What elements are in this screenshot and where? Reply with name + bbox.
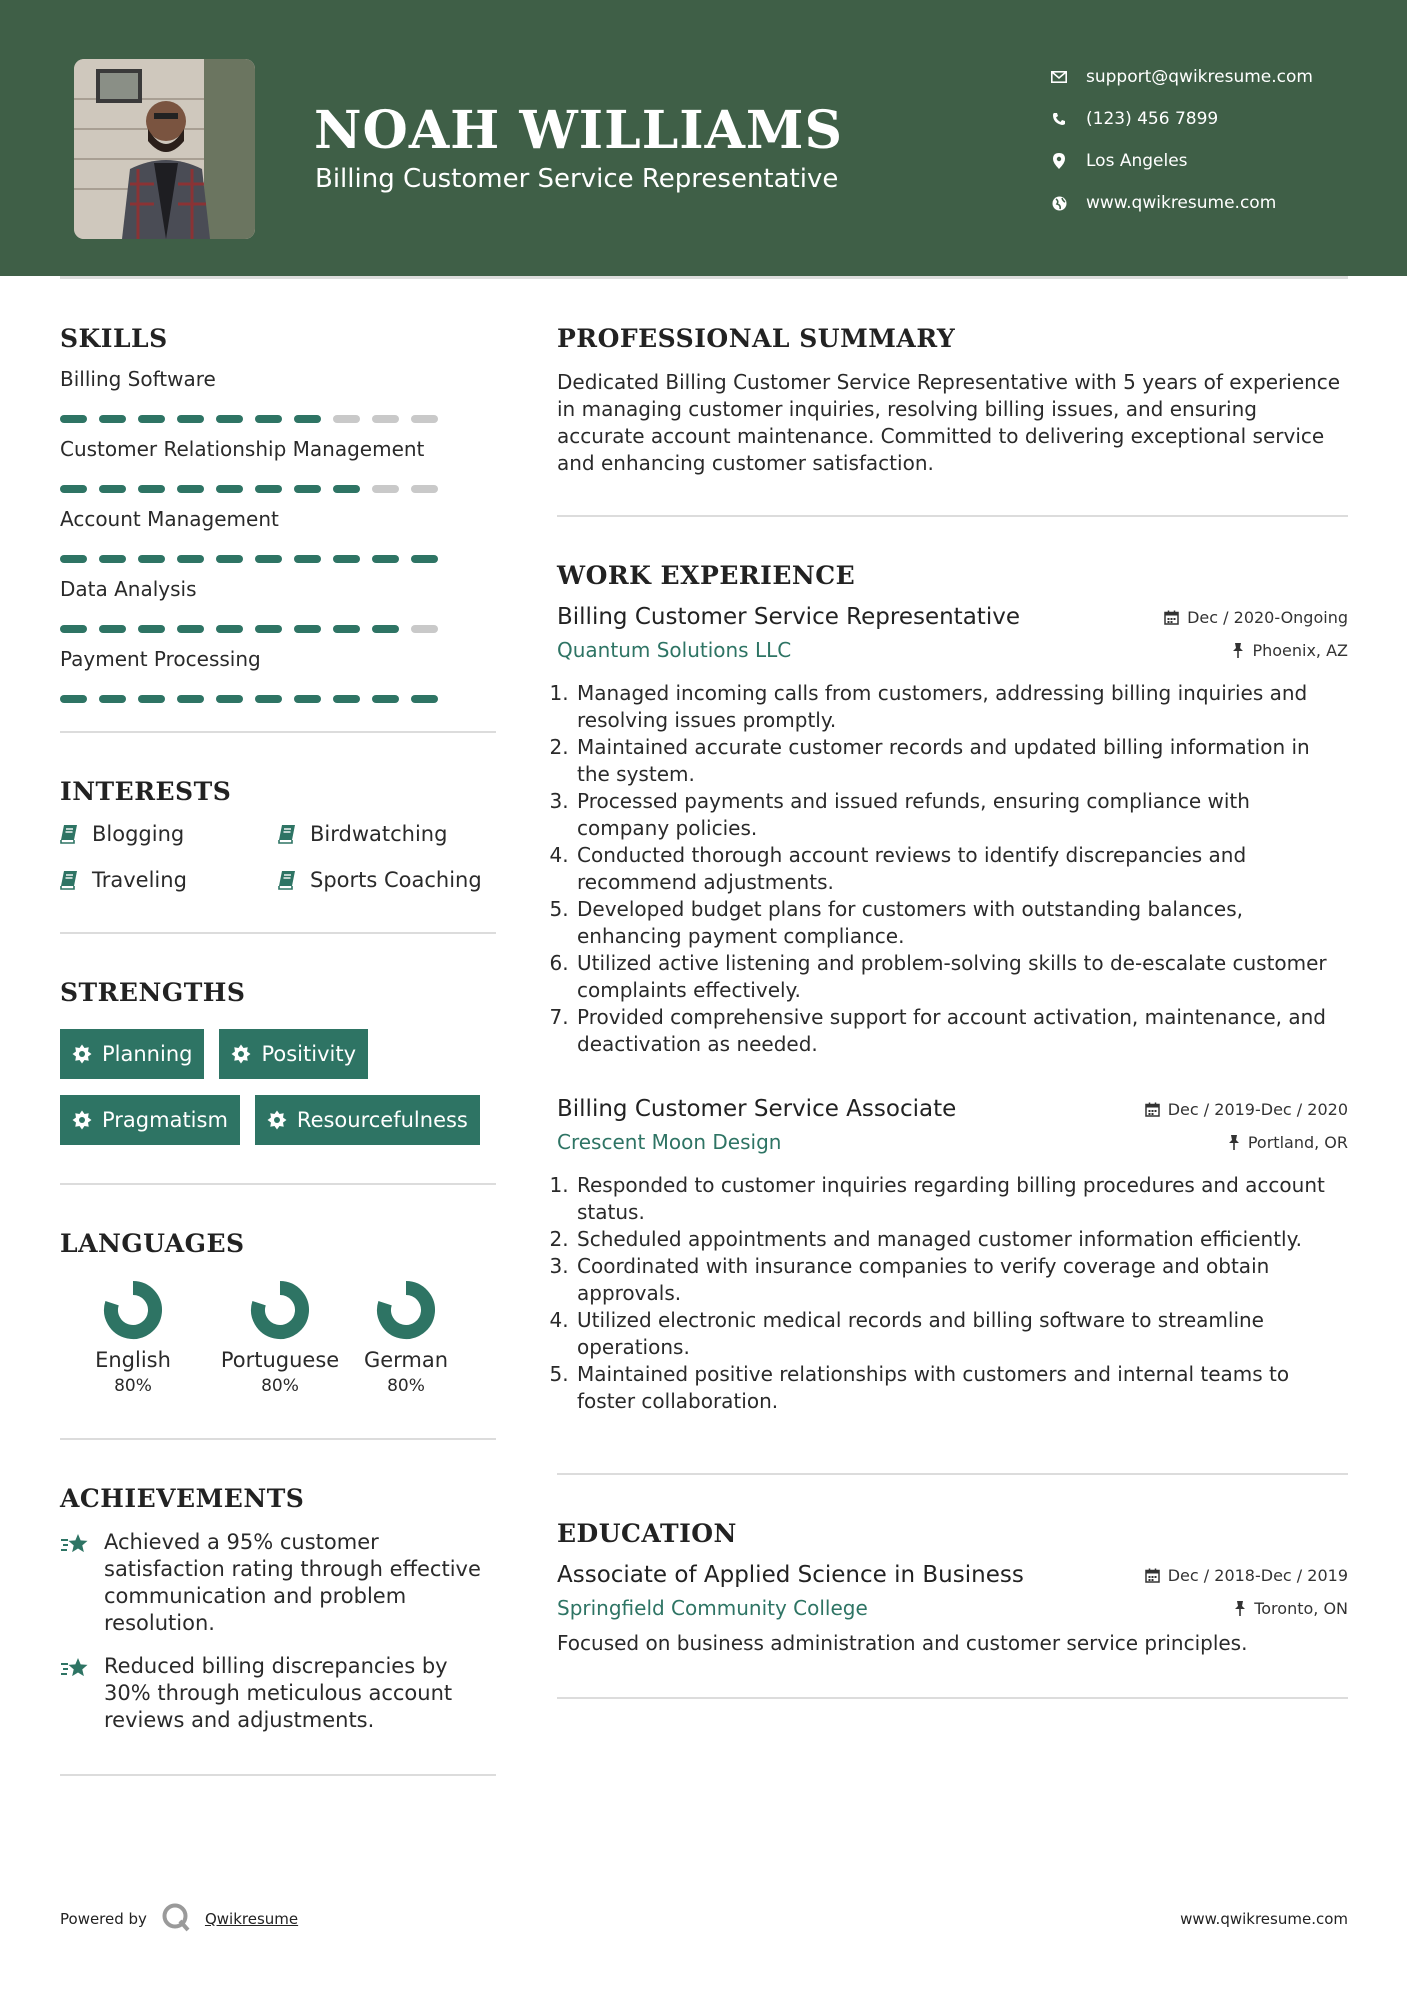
skill-level-dot <box>177 485 204 493</box>
page-footer <box>60 1902 1348 1936</box>
language-percent: 80% <box>387 1376 425 1396</box>
interest-label: Traveling <box>92 868 187 892</box>
strength-tag <box>219 1029 368 1079</box>
skill-level-dot <box>99 695 126 703</box>
skill-level-dot <box>294 485 321 493</box>
skill-level-dot <box>60 485 87 493</box>
language-item <box>206 1278 354 1396</box>
language-name: English <box>95 1348 171 1372</box>
experience-section <box>557 561 1348 1415</box>
badge-icon <box>267 1110 287 1130</box>
skill-level-dot <box>411 555 438 563</box>
summary-section <box>557 324 1348 477</box>
book-icon <box>60 870 78 890</box>
skill-level-dot <box>294 695 321 703</box>
skill-level-dot <box>333 695 360 703</box>
skill-level-dot <box>255 415 282 423</box>
skill-level-dot <box>333 415 360 423</box>
skill-level-bar <box>60 625 496 633</box>
interest-item <box>60 868 278 892</box>
interest-item <box>278 868 496 892</box>
contact-website-text: www.qwikresume.com <box>1086 193 1277 213</box>
job-dates <box>1164 608 1348 627</box>
education-heading: EDUCATION <box>557 1519 737 1548</box>
phone-icon <box>1050 110 1068 128</box>
contact-phone-text: (123) 456 7899 <box>1086 109 1219 129</box>
skill-level-dot <box>177 625 204 633</box>
strength-label: Positivity <box>261 1042 356 1066</box>
skill-level-dot <box>60 415 87 423</box>
skill-level-dot <box>372 415 399 423</box>
skill-level-dot <box>138 485 165 493</box>
language-percent: 80% <box>114 1376 152 1396</box>
skill-name: Payment Processing <box>60 647 261 671</box>
job-bullet: 3. Coordinated with insurance companies to verify coverage and obtain approvals. <box>575 1253 1348 1307</box>
strength-label: Pragmatism <box>102 1108 228 1132</box>
interest-label: Birdwatching <box>310 822 448 846</box>
job-bullet: 4. Utilized electronic medical records and billing software to streamline operations. <box>575 1307 1348 1361</box>
job-entry <box>557 604 1348 1058</box>
job-bullets <box>557 1172 1348 1415</box>
left-column <box>60 324 496 1776</box>
skill-level-dot <box>372 695 399 703</box>
achievement-item <box>60 1529 496 1637</box>
skill-level-dot <box>99 485 126 493</box>
education-location <box>1234 1599 1348 1618</box>
interest-label: Sports Coaching <box>310 868 482 892</box>
footer-website[interactable]: www.qwikresume.com <box>1180 1910 1348 1928</box>
achievement-text: Reduced billing discrepancies by 30% through meticulous account reviews and adjustments. <box>104 1654 453 1732</box>
job-bullet: 7. Provided comprehensive support for account activation, maintenance, and deactivation as needed. <box>575 1004 1348 1058</box>
strength-tag <box>60 1095 240 1145</box>
star-icon <box>60 1656 90 1680</box>
pushpin-icon <box>1234 1601 1246 1616</box>
job-title: Billing Customer Service Representative <box>557 604 1020 630</box>
strength-tag <box>255 1095 480 1145</box>
skills-section <box>60 324 496 703</box>
achievements-section <box>60 1484 496 1734</box>
interests-heading: INTERESTS <box>60 777 232 806</box>
language-name: German <box>363 1348 449 1372</box>
skill-level-dot <box>255 555 282 563</box>
skill-name: Billing Software <box>60 367 216 391</box>
skill-name: Customer Relationship Management <box>60 437 425 461</box>
strengths-section <box>60 978 496 1161</box>
interest-item <box>60 822 278 846</box>
strength-label: Resourcefulness <box>296 1108 468 1132</box>
badge-icon <box>231 1044 251 1064</box>
skills-list <box>60 367 496 703</box>
skill-level-dot <box>99 555 126 563</box>
skill-level-dot <box>333 485 360 493</box>
education-dates-text: Dec / 2018-Dec / 2019 <box>1167 1565 1348 1585</box>
skill-level-dot <box>60 555 87 563</box>
jobs-list <box>557 604 1348 1415</box>
pushpin-icon <box>1228 1135 1240 1150</box>
section-divider <box>60 1774 496 1776</box>
strengths-heading: STRENGTHS <box>60 978 246 1007</box>
language-name: Portuguese <box>220 1348 340 1372</box>
skill-name: Data Analysis <box>60 577 197 601</box>
job-dates <box>1145 1100 1348 1119</box>
job-location <box>1232 641 1348 660</box>
skill-level-dot <box>138 415 165 423</box>
envelope-icon <box>1050 68 1068 86</box>
section-divider <box>557 515 1348 517</box>
job-bullet: 2. Maintained accurate customer records and updated billing information in the system. <box>575 734 1348 788</box>
skill-level-bar <box>60 485 496 493</box>
interest-label: Blogging <box>92 822 185 846</box>
job-bullet: 1. Responded to customer inquiries regarding billing procedures and account status. <box>575 1172 1348 1226</box>
language-level-ring <box>101 1278 165 1342</box>
section-divider <box>60 932 496 934</box>
section-divider <box>60 1183 496 1185</box>
section-divider <box>60 1438 496 1440</box>
skill-level-dot <box>177 695 204 703</box>
skill-level-dot <box>60 625 87 633</box>
strength-label: Planning <box>102 1042 193 1066</box>
summary-text: Dedicated Billing Customer Service Representative with 5 years of experience in managing customer inquiries, resolving billing issues, and ensuring accurate account maintenance. Committed to delivering exceptional service and enhancing customer satisfaction. <box>557 370 1341 475</box>
job-bullet: 5. Developed budget plans for customers with outstanding balances, enhancing payment compliance. <box>575 896 1348 950</box>
job-location-text: Phoenix, AZ <box>1252 640 1348 660</box>
job-entry <box>557 1096 1348 1415</box>
skill-level-dot <box>138 625 165 633</box>
job-location-text: Portland, OR <box>1247 1132 1348 1152</box>
language-level-ring <box>248 1278 312 1342</box>
skill-level-dot <box>411 625 438 633</box>
achievements-list <box>60 1529 496 1734</box>
job-company: Crescent Moon Design <box>557 1130 782 1154</box>
right-column <box>557 324 1348 1699</box>
section-divider <box>557 1697 1348 1699</box>
skill-level-dot <box>372 625 399 633</box>
language-item <box>60 1278 206 1396</box>
globe-icon <box>1050 194 1068 212</box>
languages-list <box>60 1278 496 1396</box>
summary-heading: PROFESSIONAL SUMMARY <box>557 324 956 353</box>
profile-photo <box>74 59 255 239</box>
job-bullet: 2. Scheduled appointments and managed customer information efficiently. <box>575 1226 1348 1253</box>
job-dates-text: Dec / 2019-Dec / 2020 <box>1167 1099 1348 1119</box>
job-company: Quantum Solutions LLC <box>557 638 792 662</box>
skill-level-dot <box>411 415 438 423</box>
calendar-icon <box>1164 610 1179 625</box>
skill-level-dot <box>216 695 243 703</box>
skill-level-dot <box>60 695 87 703</box>
achievement-item <box>60 1653 496 1734</box>
candidate-role: Billing Customer Service Representative <box>315 164 839 194</box>
interests-list <box>60 822 496 892</box>
job-bullet: 6. Utilized active listening and problem-solving skills to de-escalate customer complaints effectively. <box>575 950 1348 1004</box>
skill-level-dot <box>294 625 321 633</box>
skill-level-dot <box>372 485 399 493</box>
skill-level-dot <box>138 695 165 703</box>
skill-level-dot <box>255 625 282 633</box>
calendar-icon <box>1145 1102 1160 1117</box>
skill-level-dot <box>138 555 165 563</box>
skill-name: Account Management <box>60 507 279 531</box>
job-bullet: 3. Processed payments and issued refunds, ensuring compliance with company policies. <box>575 788 1348 842</box>
section-divider <box>60 731 496 733</box>
skill-level-dot <box>177 555 204 563</box>
badge-icon <box>72 1044 92 1064</box>
skill-level-dot <box>411 695 438 703</box>
education-location-text: Toronto, ON <box>1254 1598 1348 1618</box>
languages-heading: LANGUAGES <box>60 1229 245 1258</box>
map-pin-icon <box>1050 152 1068 170</box>
contact-website[interactable] <box>1050 182 1380 224</box>
skill-level-dot <box>216 625 243 633</box>
contact-email[interactable] <box>1050 56 1380 98</box>
interests-section <box>60 777 496 892</box>
education-dates <box>1145 1566 1348 1585</box>
job-location <box>1228 1133 1348 1152</box>
skill-level-bar <box>60 415 496 423</box>
skill-level-dot <box>255 485 282 493</box>
strengths-list <box>60 1029 496 1161</box>
book-icon <box>278 870 296 890</box>
achievements-heading: ACHIEVEMENTS <box>60 1484 305 1513</box>
skill-level-dot <box>216 555 243 563</box>
candidate-name: NOAH WILLIAMS <box>314 100 844 161</box>
job-bullets <box>557 680 1348 1058</box>
education-school: Springfield Community College <box>557 1596 868 1620</box>
education-degree: Associate of Applied Science in Business <box>557 1562 1024 1588</box>
job-title: Billing Customer Service Associate <box>557 1096 957 1122</box>
skill-level-bar <box>60 555 496 563</box>
calendar-icon <box>1145 1568 1160 1583</box>
badge-icon <box>72 1110 92 1130</box>
contact-phone[interactable] <box>1050 98 1380 140</box>
section-divider <box>557 1473 1348 1475</box>
strength-tag <box>60 1029 204 1079</box>
qwikresume-link[interactable]: Qwikresume <box>204 1910 299 1928</box>
qwikresume-logo-icon <box>161 1902 191 1936</box>
job-bullet: 1. Managed incoming calls from customers, addressing billing inquiries and resolving issues promptly. <box>575 680 1348 734</box>
education-section <box>557 1519 1348 1657</box>
skill-level-dot <box>177 415 204 423</box>
experience-heading: WORK EXPERIENCE <box>557 561 856 590</box>
skill-level-dot <box>216 485 243 493</box>
powered-by <box>60 1902 298 1936</box>
resume-header <box>0 0 1407 276</box>
contact-location <box>1050 140 1380 182</box>
skill-level-dot <box>216 415 243 423</box>
powered-by-label: Powered by <box>60 1910 147 1928</box>
book-icon <box>60 824 78 844</box>
contact-email-text: support@qwikresume.com <box>1086 67 1313 87</box>
skill-level-dot <box>294 555 321 563</box>
job-dates-text: Dec / 2020-Ongoing <box>1187 607 1348 627</box>
skill-level-dot <box>294 415 321 423</box>
skill-level-dot <box>333 555 360 563</box>
language-percent: 80% <box>261 1376 299 1396</box>
pushpin-icon <box>1232 643 1244 658</box>
contact-list <box>1050 56 1380 224</box>
skill-level-dot <box>372 555 399 563</box>
skill-level-dot <box>99 625 126 633</box>
achievement-text: Achieved a 95% customer satisfaction rating through effective communication and problem resolution. <box>104 1530 481 1635</box>
star-icon <box>60 1532 90 1556</box>
interest-item <box>278 822 496 846</box>
education-description: Focused on business administration and customer service principles. <box>557 1631 1248 1655</box>
skill-level-dot <box>99 415 126 423</box>
job-bullet: 5. Maintained positive relationships with customers and internal teams to foster collaboration. <box>575 1361 1348 1415</box>
contact-location-text: Los Angeles <box>1086 151 1188 171</box>
languages-section <box>60 1229 496 1396</box>
skill-level-dot <box>411 485 438 493</box>
skills-heading: SKILLS <box>60 324 168 353</box>
language-item <box>354 1278 458 1396</box>
skill-level-dot <box>255 695 282 703</box>
book-icon <box>278 824 296 844</box>
header-divider <box>60 276 1348 279</box>
skill-level-dot <box>333 625 360 633</box>
job-bullet: 4. Conducted thorough account reviews to identify discrepancies and recommend adjustments. <box>575 842 1348 896</box>
skill-level-bar <box>60 695 496 703</box>
language-level-ring <box>374 1278 438 1342</box>
